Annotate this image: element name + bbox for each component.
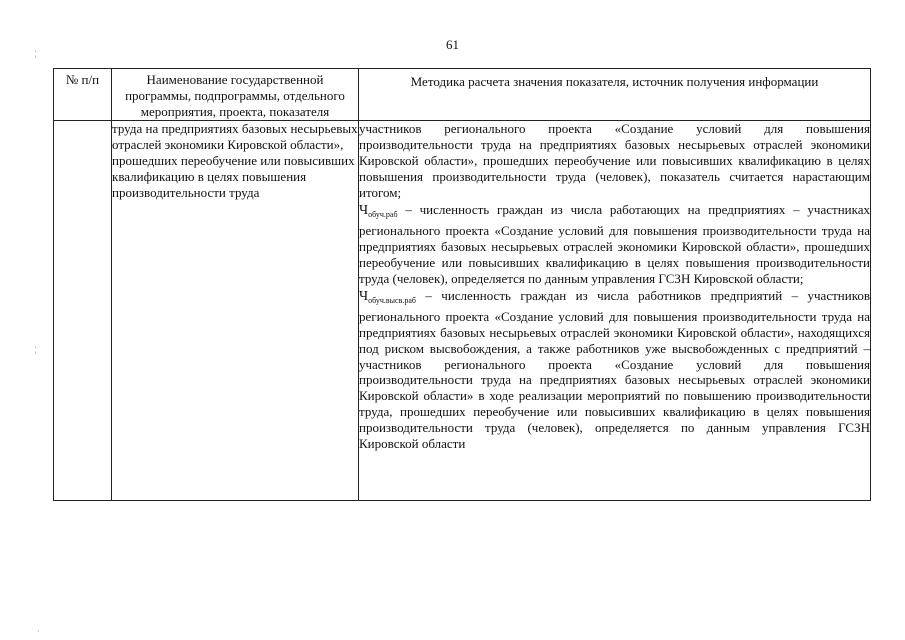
method-intro-paragraph: участников регионального проекта «Создание условий для повышения производительности труда на предприятиях базовых несырьевых отраслей экономики Кировской области», прошедших переобучение или повысивших квалификацию в целях повышения производительности труда (человек), показатель считается нарастающим итогом; — [359, 121, 870, 200]
row-method-cell — [359, 121, 871, 501]
term-released-text: – численность граждан из числа работников предприятий – участников регионального проекта «Создание условий для повышения производительности труда на предприятиях базовых несырьевых отраслей экономики Кировской области», находящихся под риском высвобождения, а также работников уже высвобожденных с предприятий – участников регионального проекта «Создание условий для повышения производительности труда на предприятиях базовых несырьевых отраслей экономики Кировской области» в ходе реализации мероприятий по повышению производительности труда, прошедших переобучение или повысивших квалификацию в целях повышения производительности труда (человек), определяется по данным управления ГСЗН Кировской области — [359, 288, 870, 451]
term-released-symbol: $Ч_{обуч.высв.раб}$ — [359, 289, 416, 306]
term-released-subscript: обуч.высв.раб — [368, 296, 416, 306]
row-name-cell: труда на предприятиях базовых несырьевых отраслей экономики Кировской области», прошедших переобучение или повысивших квалификацию в целях повышения производительности труда — [112, 121, 359, 501]
page-number: 61 — [446, 37, 459, 52]
header-name: Наименование государственной программы, подпрограммы, отдельного мероприятия, проекта, показателя — [112, 69, 359, 121]
term-employed-symbol: $Ч_{обуч.раб}$ — [359, 203, 398, 220]
row-num-cell — [54, 121, 112, 501]
term-employed-text: – численность граждан из числа работающих на предприятиях – участниках регионального проекта «Создание условий для повышения производительности труда на предприятиях базовых несырьевых отраслей экономики Кировской области», прошедших переобучение или повысивших квалификацию в целях повышения производительности труда (человек), определяется по данным управления ГСЗН Кировской области; — [359, 202, 870, 286]
term-employed-paragraph — [359, 202, 870, 286]
binding-hole-mark-top: ¦ — [35, 49, 37, 58]
header-method: Методика расчета значения показателя, источник получения информации — [359, 69, 871, 121]
term-released-paragraph — [359, 288, 870, 451]
methodology-table — [53, 68, 871, 501]
binding-hole-mark-middle: ¦ — [35, 345, 37, 354]
header-num: № п/п — [54, 69, 112, 121]
table-header-row — [54, 69, 871, 121]
binding-hole-mark-bottom: · — [37, 627, 40, 636]
term-employed-subscript: обуч.раб — [368, 210, 398, 220]
table-row — [54, 121, 871, 501]
